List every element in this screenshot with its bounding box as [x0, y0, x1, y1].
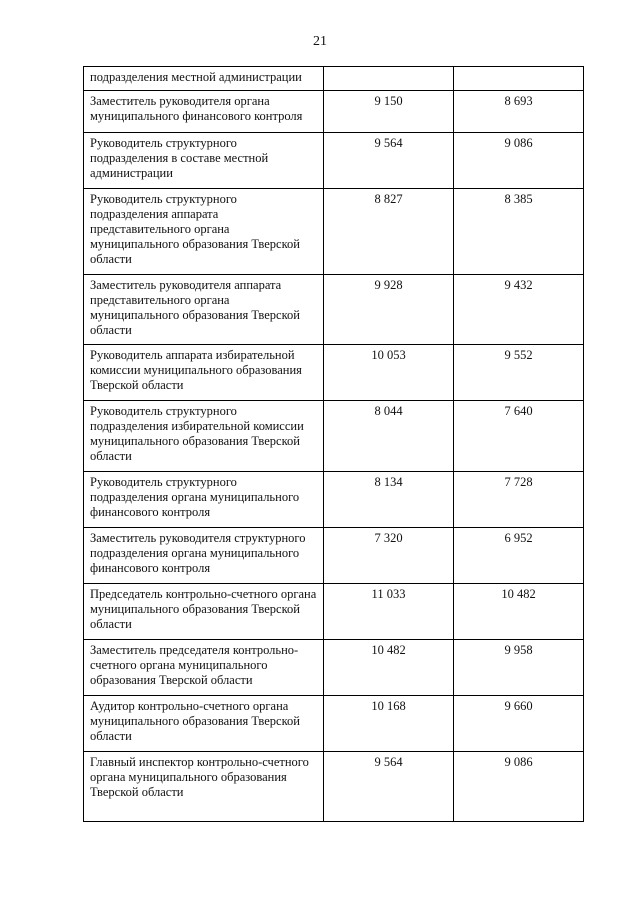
- page-number: 21: [313, 34, 327, 49]
- value-cell-1: [324, 67, 454, 91]
- table-row: [84, 91, 584, 133]
- value-cell-1: 9 564: [324, 752, 454, 822]
- salary-table: [83, 66, 584, 822]
- value-cell-1: 9 150: [324, 91, 454, 133]
- table-row: [84, 472, 584, 528]
- value-cell-2: 8 693: [454, 91, 584, 133]
- position-cell: Руководитель структурного подразделения избирательной комиссии муниципального образования Тверской области: [84, 401, 324, 472]
- value-cell-1: 10 053: [324, 345, 454, 401]
- value-cell-2: 6 952: [454, 528, 584, 584]
- value-cell-2: 7 728: [454, 472, 584, 528]
- value-cell-2: [454, 67, 584, 91]
- table-row: [84, 133, 584, 189]
- table-row: [84, 696, 584, 752]
- value-cell-2: 9 432: [454, 275, 584, 345]
- value-cell-1: 11 033: [324, 584, 454, 640]
- position-cell: Аудитор контрольно-счетного органа муниципального образования Тверской области: [84, 696, 324, 752]
- position-cell: Председатель контрольно-счетного органа муниципального образования Тверской области: [84, 584, 324, 640]
- position-cell: Руководитель структурного подразделения органа муниципального финансового контроля: [84, 472, 324, 528]
- value-cell-2: 8 385: [454, 189, 584, 275]
- table-row: [84, 401, 584, 472]
- position-cell: Заместитель председателя контрольно-счетного органа муниципального образования Тверской области: [84, 640, 324, 696]
- position-cell: Руководитель структурного подразделения аппарата представительного органа муниципального образования Тверской области: [84, 189, 324, 275]
- value-cell-2: 9 660: [454, 696, 584, 752]
- position-cell: подразделения местной администрации: [84, 67, 324, 91]
- table-row: [84, 275, 584, 345]
- value-cell-1: 10 168: [324, 696, 454, 752]
- value-cell-1: 8 044: [324, 401, 454, 472]
- value-cell-2: 10 482: [454, 584, 584, 640]
- value-cell-2: 9 552: [454, 345, 584, 401]
- value-cell-1: 8 134: [324, 472, 454, 528]
- value-cell-2: 7 640: [454, 401, 584, 472]
- table-row: [84, 67, 584, 91]
- value-cell-1: 8 827: [324, 189, 454, 275]
- table-row: [84, 528, 584, 584]
- table-row: [84, 345, 584, 401]
- position-cell: Руководитель аппарата избирательной комиссии муниципального образования Тверской области: [84, 345, 324, 401]
- table-row: [84, 640, 584, 696]
- position-cell: Заместитель руководителя аппарата представительного органа муниципального образования Тверской области: [84, 275, 324, 345]
- position-cell: Заместитель руководителя структурного подразделения органа муниципального финансового контроля: [84, 528, 324, 584]
- table-row: [84, 584, 584, 640]
- value-cell-2: 9 086: [454, 752, 584, 822]
- value-cell-1: 10 482: [324, 640, 454, 696]
- value-cell-2: 9 086: [454, 133, 584, 189]
- table-row: [84, 189, 584, 275]
- position-cell: Заместитель руководителя органа муниципального финансового контроля: [84, 91, 324, 133]
- position-cell: Главный инспектор контрольно-счетного органа муниципального образования Тверской области: [84, 752, 324, 822]
- position-cell: Руководитель структурного подразделения в составе местной администрации: [84, 133, 324, 189]
- value-cell-1: 7 320: [324, 528, 454, 584]
- value-cell-2: 9 958: [454, 640, 584, 696]
- value-cell-1: 9 928: [324, 275, 454, 345]
- value-cell-1: 9 564: [324, 133, 454, 189]
- table-row: [84, 752, 584, 822]
